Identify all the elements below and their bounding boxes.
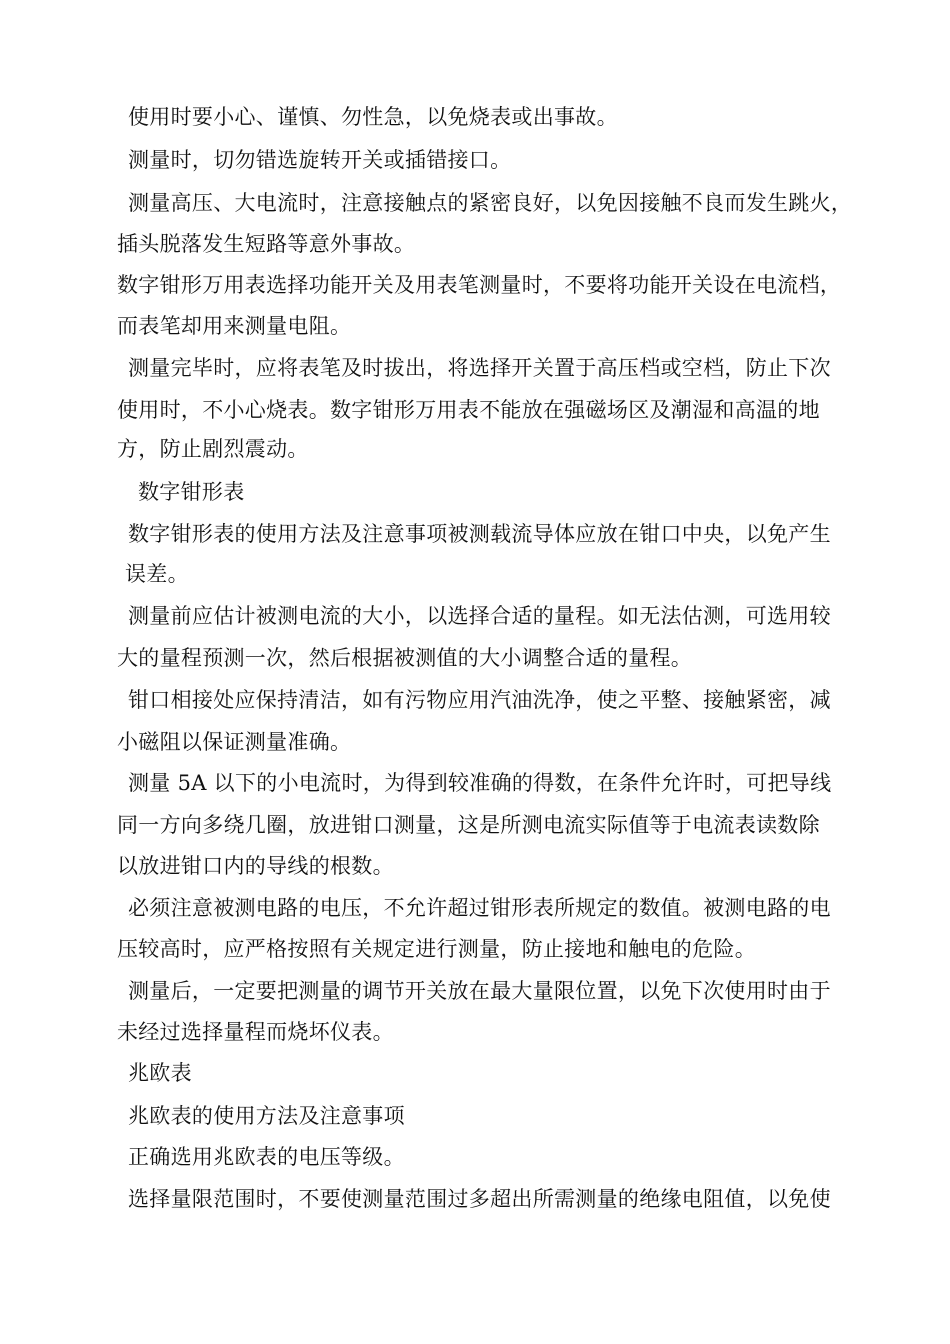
text-line: 测量高压、大电流时，注意接触点的紧密良好，以免因接触不良而发生跳火，: [128, 191, 853, 215]
text-line: 大的量程预测一次，然后根据被测值的大小调整合适的量程。: [117, 646, 693, 670]
text-line: 兆欧表的使用方法及注意事项: [128, 1104, 405, 1128]
text-line: 测量完毕时，应将表笔及时拔出，将选择开关置于高压档或空档，防止下次: [128, 356, 831, 380]
section-heading: 兆欧表: [128, 1061, 192, 1085]
text-line: 数字钳形表的使用方法及注意事项被测载流导体应放在钳口中央，以免产生: [128, 522, 831, 546]
text-line: 钳口相接处应保持清洁，如有污物应用汽油洗净，使之平整、接触紧密，减: [128, 688, 831, 712]
text-line: 同一方向多绕几圈，放进钳口测量，这是所测电流实际值等于电流表读数除: [117, 813, 820, 837]
text-line: 小磁阻以保证测量准确。: [117, 730, 352, 754]
section-heading: 数字钳形表: [138, 480, 245, 504]
text-line: 测量后，一定要把测量的调节开关放在最大量限位置，以免下次使用时由于: [128, 979, 831, 1003]
text-line: 而表笔却用来测量电阻。: [117, 314, 352, 338]
text-line: 方，防止剧烈震动。: [117, 437, 309, 461]
text-line: 未经过选择量程而烧坏仪表。: [117, 1020, 394, 1044]
text-line: 正确选用兆欧表的电压等级。: [128, 1145, 405, 1169]
text-line: 误差。: [125, 562, 189, 586]
text-line: 测量前应估计被测电流的大小，以选择合适的量程。如无法估测，可选用较: [128, 604, 831, 628]
text-line: 使用时要小心、谨慎、勿性急，以免烧表或出事故。: [128, 105, 618, 129]
text-line: 测量 5A 以下的小电流时，为得到较准确的得数，在条件允许时，可把导线: [128, 771, 832, 795]
text-line: 测量时，切勿错选旋转开关或插错接口。: [128, 148, 512, 172]
text-line: 压较高时，应严格按照有关规定进行测量，防止接地和触电的危险。: [117, 937, 756, 961]
text-line: 插头脱落发生短路等意外事故。: [117, 232, 416, 256]
text-line: 必须注意被测电路的电压，不允许超过钳形表所规定的数值。被测电路的电: [128, 896, 831, 920]
text-line: 以放进钳口内的导线的根数。: [117, 854, 394, 878]
text-line: 数字钳形万用表选择功能开关及用表笔测量时，不要将功能开关设在电流档，: [117, 273, 842, 297]
text-line: 使用时，不小心烧表。数字钳形万用表不能放在强磁场区及潮湿和高温的地: [117, 398, 820, 422]
text-line: 选择量限范围时，不要使测量范围过多超出所需测量的绝缘电阻值，以免使: [128, 1187, 831, 1211]
